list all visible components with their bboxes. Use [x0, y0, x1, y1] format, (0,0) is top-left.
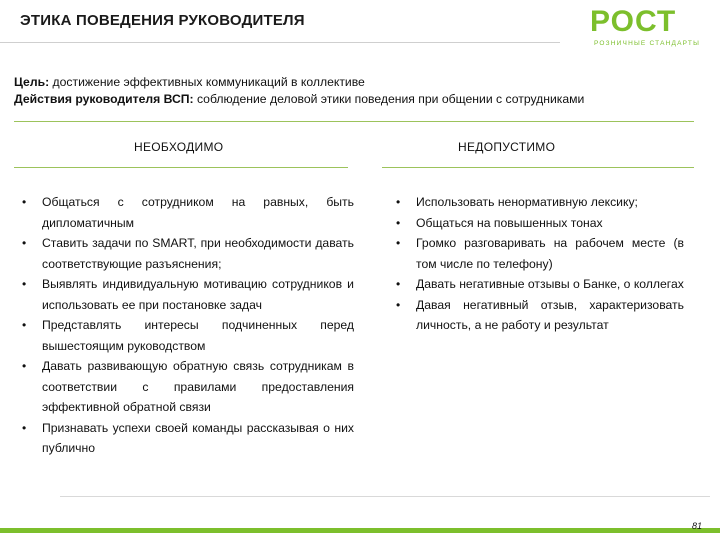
divider-bottom [60, 496, 710, 497]
list-item [394, 233, 684, 274]
intro-block [14, 74, 584, 108]
list-item [20, 233, 354, 274]
page-number: 81 [692, 521, 703, 531]
bullet-icon: • [22, 359, 27, 373]
goal-text: достижение эффективных коммуникаций в коллективе [49, 75, 365, 89]
bullet-icon: • [396, 297, 401, 312]
list-item-text: Общаться на повышенных тонах [416, 215, 603, 230]
bullet-icon: • [396, 195, 401, 209]
bullet-icon: • [396, 215, 401, 230]
required-list [20, 192, 354, 459]
bullet-icon: • [22, 318, 27, 332]
list-item-text: Давая негативный отзыв, характеризовать личность, а не работу и результат [416, 297, 684, 332]
list-item [20, 418, 354, 459]
list-item-text: Признавать успехи своей команды рассказывая о них публично [42, 420, 354, 455]
list-item-text: Громко разговаривать на рабочем месте (в том числе по телефону) [416, 236, 684, 271]
list-item-text: Давать негативные отзывы о Банке, о коллегах [416, 277, 684, 291]
bullet-icon: • [22, 236, 27, 250]
list-item [394, 274, 684, 295]
list-item-text: Ставить задачи по SMART, при необходимости давать соответствующие разъяснения; [42, 236, 354, 271]
list-item-text: Общаться с сотрудником на равных, быть дипломатичным [42, 195, 354, 230]
list-item [20, 315, 354, 356]
list-item [394, 213, 684, 234]
divider-top [14, 121, 694, 122]
bullet-icon: • [22, 420, 27, 435]
divider-left [14, 167, 348, 168]
bullet-icon: • [22, 195, 27, 209]
goal-label: Цель: [14, 75, 50, 89]
list-item-text: Использовать ненормативную лексику; [416, 195, 638, 209]
rost-logo [590, 4, 710, 48]
bullet-icon: • [396, 236, 401, 250]
column-heading-forbidden: НЕДОПУСТИМО [458, 140, 556, 154]
logo-wordmark: РОСТ [590, 5, 677, 38]
divider-right [382, 167, 694, 168]
bullet-icon: • [396, 277, 401, 291]
list-item [394, 295, 684, 336]
list-item-text: Давать развивающую обратную связь сотрудникам в соответствии с правилами предоставления эффективной обратной связи [42, 359, 354, 414]
list-item [394, 192, 684, 213]
list-item [20, 192, 354, 233]
list-item [20, 356, 354, 418]
column-heading-required: НЕОБХОДИМО [134, 140, 224, 154]
list-item-text: Представлять интересы подчиненных перед вышестоящим руководством [42, 318, 354, 353]
actions-line [14, 91, 584, 108]
title-bar [0, 0, 560, 43]
forbidden-list [394, 192, 684, 336]
list-item-text: Выявлять индивидуальную мотивацию сотрудников и использовать ее при постановке задач [42, 277, 354, 312]
goal-line [14, 74, 584, 91]
list-item [20, 274, 354, 315]
page-title: ЭТИКА ПОВЕДЕНИЯ РУКОВОДИТЕЛЯ [20, 12, 305, 29]
actions-text: соблюдение деловой этики поведения при общении с сотрудниками [193, 92, 585, 106]
logo-subtitle: РОЗНИЧНЫЕ СТАНДАРТЫ [594, 40, 701, 47]
bullet-icon: • [22, 277, 27, 291]
footer-accent-bar [0, 528, 720, 533]
actions-label: Действия руководителя ВСП: [14, 92, 194, 106]
